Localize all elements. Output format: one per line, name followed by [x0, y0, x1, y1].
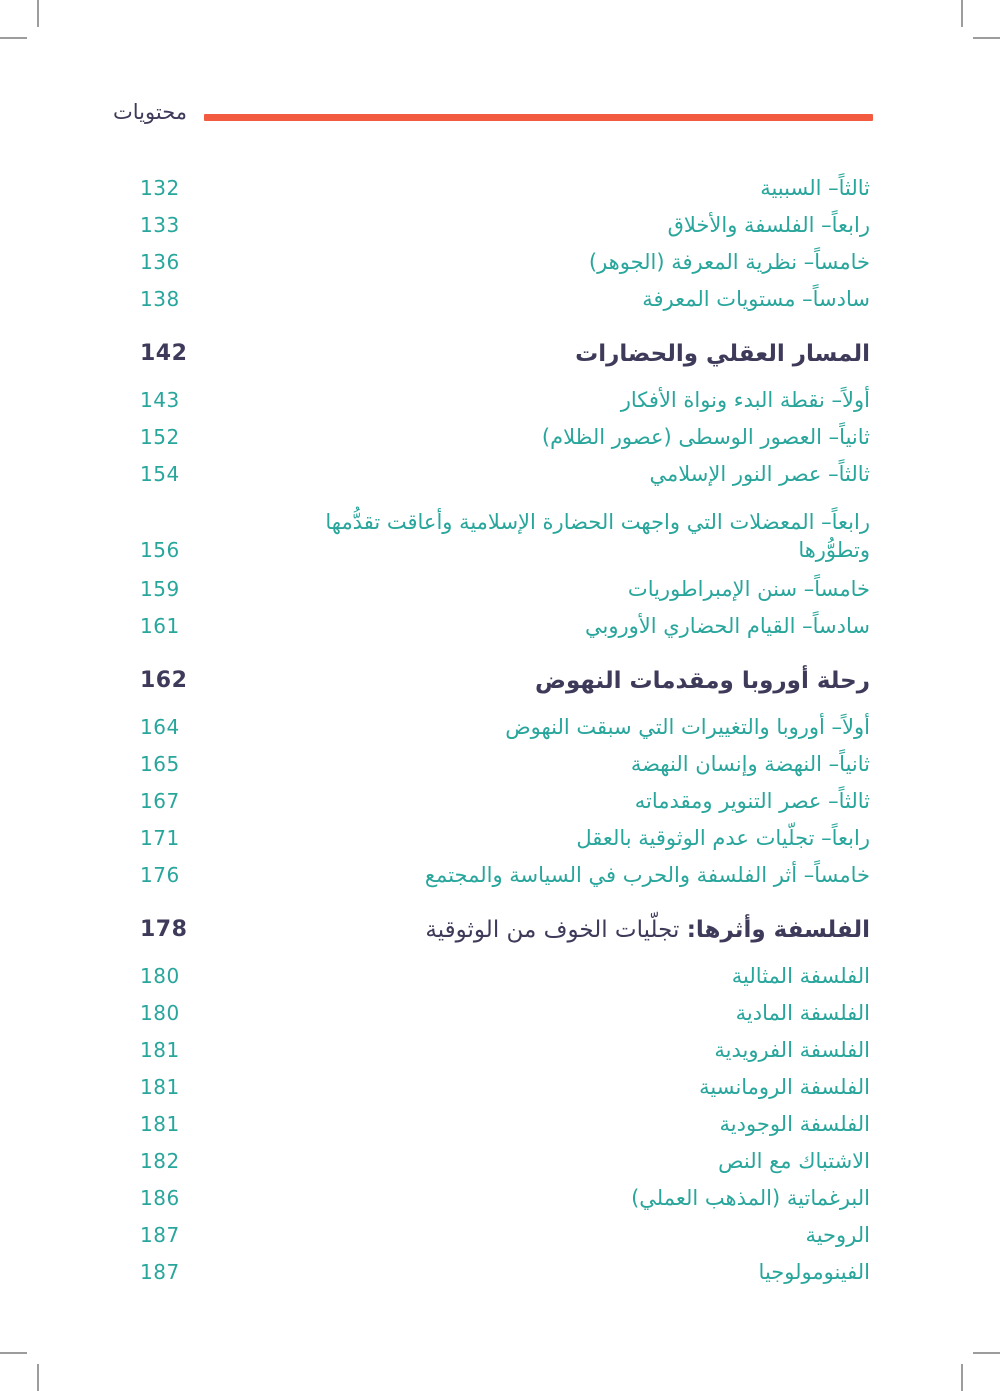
entry-title: ثانياً– النهضة وإنسان النهضة	[630, 751, 870, 776]
page-number: 152	[140, 424, 180, 449]
toc-list	[140, 169, 870, 1290]
entry-title: رحلة أوروبا ومقدمات النهوض	[535, 667, 870, 694]
entry-title: ثالثاً– عصر التنوير ومقدماته	[634, 788, 870, 813]
page-number: 156	[140, 538, 180, 562]
entry-title: ثانياً– العصور الوسطى (عصور الظلام)	[541, 424, 870, 449]
page-number: 167	[140, 788, 180, 813]
entry-title: ثالثاً– السببية	[760, 175, 870, 200]
page-number: 176	[140, 862, 180, 887]
header-rule	[204, 114, 873, 121]
toc-item-row	[140, 819, 870, 856]
page-number: 165	[140, 751, 180, 776]
toc-section-row	[140, 911, 870, 948]
page-number: 136	[140, 249, 180, 274]
entry-title: الفلسفة المادية	[735, 1000, 870, 1025]
entry-title: الفينومولوجيا	[758, 1259, 870, 1284]
toc-item-row	[140, 856, 870, 893]
entry-title: البرغماتية (المذهب العملي)	[631, 1185, 870, 1210]
toc-section-row	[140, 662, 870, 699]
toc-item-row	[140, 607, 870, 644]
entry-title: المسار العقلي والحضارات	[575, 340, 870, 367]
entry-title	[425, 916, 870, 944]
page-number: 142	[140, 340, 188, 366]
page-number: 187	[140, 1259, 180, 1284]
toc-item-row	[140, 418, 870, 455]
entry-title: الفلسفة الوجودية	[719, 1111, 870, 1136]
crop-mark-top-right-vertical	[961, 0, 963, 27]
entry-title: الاشتباك مع النص	[718, 1148, 870, 1173]
page-number: 187	[140, 1222, 180, 1247]
page-header	[113, 102, 873, 123]
entry-title: سادساً– القيام الحضاري الأوروبي	[584, 613, 870, 638]
entry-title: رابعاً– الفلسفة والأخلاق	[667, 212, 870, 237]
page-title: محتويات	[113, 100, 188, 124]
page-number: 181	[140, 1037, 180, 1062]
toc-item-row	[140, 169, 870, 206]
entry-title: رابعاً– تجلّيات عدم الوثوقية بالعقل	[576, 825, 870, 850]
toc-item-row	[140, 570, 870, 607]
toc-item-row	[140, 957, 870, 994]
toc-item-row	[140, 243, 870, 280]
toc-item-row	[140, 1216, 870, 1253]
page-number: 171	[140, 825, 180, 850]
toc-item-row	[140, 745, 870, 782]
entry-title: الفلسفة المثالية	[731, 963, 870, 988]
toc-item-row	[140, 1105, 870, 1142]
entry-title: الروحية	[805, 1222, 870, 1247]
crop-mark-bottom-left-horizontal	[0, 1352, 27, 1354]
toc-item-row	[140, 708, 870, 745]
page-number: 182	[140, 1148, 180, 1173]
entry-title: أولاً– نقطة البدء ونواة الأفكار	[620, 387, 870, 412]
toc-item-row	[140, 1068, 870, 1105]
entry-title: سادساً– مستويات المعرفة	[642, 286, 870, 311]
page-number: 132	[140, 175, 180, 200]
entry-title-bold: الفلسفة وأثرها:	[686, 916, 870, 943]
page-number: 178	[140, 916, 188, 942]
page-number: 159	[140, 576, 180, 601]
entry-title: خامساً– سنن الإمبراطوريات	[627, 576, 870, 601]
toc-item-row	[140, 280, 870, 317]
crop-mark-bottom-left-vertical	[37, 1364, 39, 1391]
crop-mark-top-left-vertical	[37, 0, 39, 27]
toc-section-row	[140, 335, 870, 372]
page-number: 143	[140, 387, 180, 412]
toc-item-row	[140, 1031, 870, 1068]
toc-item-row	[140, 1179, 870, 1216]
toc-item-row	[140, 206, 870, 243]
entry-title: ثالثاً– عصر النور الإسلامي	[649, 461, 870, 486]
entry-title: خامساً– أثر الفلسفة والحرب في السياسة والمجتمع	[424, 862, 870, 887]
page-number: 161	[140, 613, 180, 638]
toc-item-row	[140, 455, 870, 492]
page-number: 181	[140, 1111, 180, 1136]
page-number: 180	[140, 963, 180, 988]
crop-mark-top-left-horizontal	[0, 37, 27, 39]
toc-item-row	[140, 492, 870, 570]
crop-mark-bottom-right-vertical	[961, 1364, 963, 1391]
entry-title: الفلسفة الفرويدية	[714, 1037, 870, 1062]
page-number: 181	[140, 1074, 180, 1099]
entry-title: أولاً– أوروبا والتغييرات التي سبقت النهوض	[505, 714, 870, 739]
page-number: 164	[140, 714, 180, 739]
crop-mark-bottom-right-horizontal	[973, 1352, 1000, 1354]
page-number: 154	[140, 461, 180, 486]
page-number: 133	[140, 212, 180, 237]
entry-title: الفلسفة الرومانسية	[699, 1074, 870, 1099]
page-number: 138	[140, 286, 180, 311]
entry-title-rest: تجلّيات الخوف من الوثوقية	[425, 916, 687, 943]
entry-title: رابعاً– المعضلات التي واجهت الحضارة الإسلامية وأعاقت تقدُّمها وتطوُّرها	[325, 510, 870, 562]
toc-item-row	[140, 782, 870, 819]
page-number: 186	[140, 1185, 180, 1210]
toc-item-row	[140, 381, 870, 418]
entry-title: خامساً– نظرية المعرفة (الجوهر)	[588, 249, 870, 274]
toc-item-row	[140, 1142, 870, 1179]
page-number: 162	[140, 667, 188, 693]
toc-item-row	[140, 994, 870, 1031]
crop-mark-top-right-horizontal	[973, 37, 1000, 39]
toc-item-row	[140, 1253, 870, 1290]
page-number: 180	[140, 1000, 180, 1025]
